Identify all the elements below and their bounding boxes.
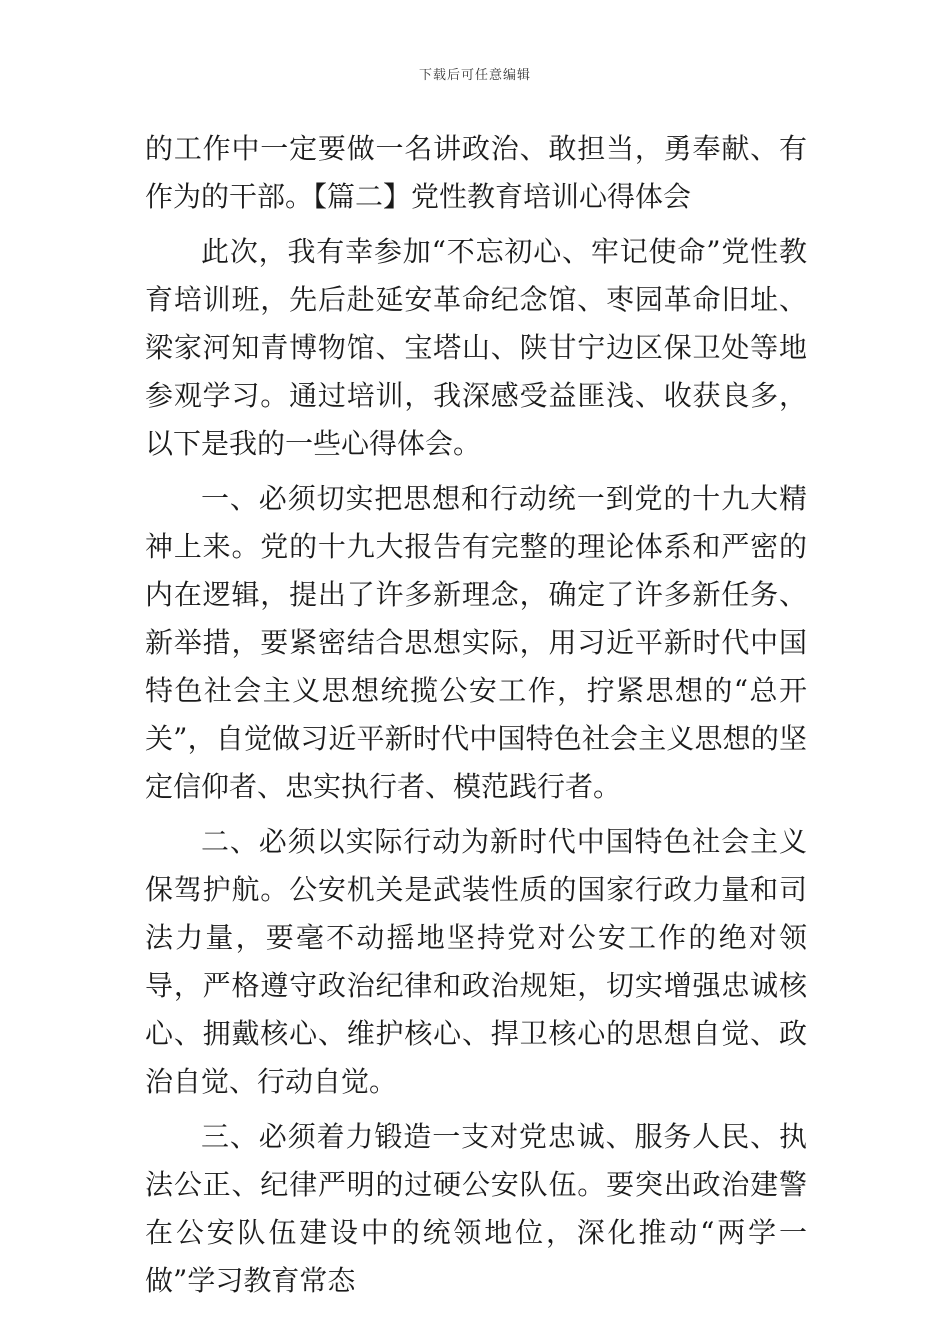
document-body	[145, 125, 807, 1305]
paragraph-point-two: 二、必须以实际行动为新时代中国特色社会主义保驾护航。公安机关是武装性质的国家行政力量和司法力量，要毫不动摇地坚持党对公安工作的绝对领导，严格遵守政治纪律和政治规矩，切实增强忠诚核心、拥戴核心、维护核心、捍卫核心的思想自觉、政治自觉、行动自觉。	[145, 825, 807, 1098]
page-header-note: 下载后可任意编辑	[418, 68, 531, 83]
paragraph-point-one: 一、必须切实把思想和行动统一到党的十九大精神上来。党的十九大报告有完整的理论体系和严密的内在逻辑，提出了许多新理念，确定了许多新任务、新举措，要紧密结合思想实际，用习近平新时代中国特色社会主义思想统揽公安工作，拧紧思想的“总开关”，自觉做习近平新时代中国特色社会主义思想的坚定信仰者、忠实执行者、模范践行者。	[145, 482, 807, 803]
paragraph-point-three: 三、必须着力锻造一支对党忠诚、服务人民、执法公正、纪律严明的过硬公安队伍。要突出政治建警在公安队伍建设中的统领地位，深化推动“两学一做”学习教育常态	[145, 1120, 807, 1297]
paragraph-continuation: 的工作中一定要做一名讲政治、敢担当，勇奉献、有作为的干部。【篇二】党性教育培训心得体会	[145, 132, 807, 213]
paragraph-intro: 此次，我有幸参加“不忘初心、牢记使命”党性教育培训班，先后赴延安革命纪念馆、枣园革命旧址、梁家河知青博物馆、宝塔山、陕甘宁边区保卫处等地参观学习。通过培训，我深感受益匪浅、收获良多，以下是我的一些心得体会。	[145, 235, 807, 460]
